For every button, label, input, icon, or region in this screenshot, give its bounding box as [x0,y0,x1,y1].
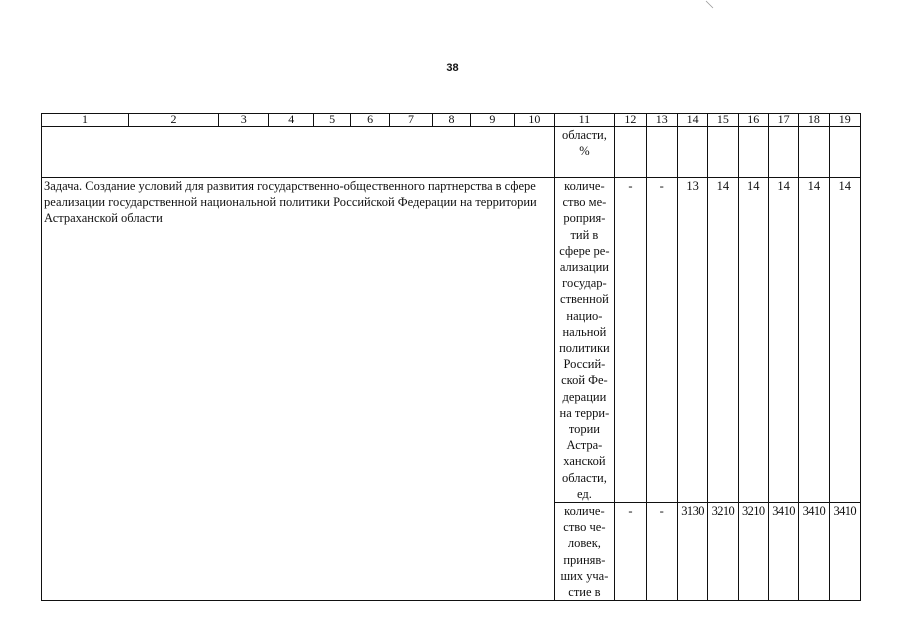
value-cell: 3210 [738,503,768,601]
header-cell: 8 [433,114,470,127]
value-cell [829,127,860,178]
value-cell: 14 [708,178,738,503]
indicator-line: ство ме- [562,195,607,210]
value-cell: 14 [738,178,768,503]
indicator-line: ской Фе- [561,373,608,388]
indicator-line: ство че- [563,520,606,535]
task-cell [42,127,555,178]
indicator-line: государ- [562,276,607,291]
header-cell: 18 [799,114,829,127]
indicator-line: количе- [564,179,605,193]
indicator-line: ханской [563,454,606,469]
value-cell: 14 [829,178,860,503]
indicator-line: ственной [560,292,609,307]
value-cell: 3410 [799,503,829,601]
header-cell: 2 [128,114,218,127]
value-cell: - [615,503,646,601]
indicator-line: ших уча- [560,568,609,583]
indicator-line: дерации [562,389,607,404]
header-cell: 17 [768,114,798,127]
value-cell: 3410 [768,503,798,601]
header-cell: 11 [554,114,615,127]
value-cell [768,127,798,178]
indicator-line: Астра- [566,438,603,453]
header-cell: 15 [708,114,738,127]
indicator-line: % [579,144,590,159]
indicator-line: области, [561,128,607,142]
value-cell [738,127,768,178]
indicator-line: ловек, [567,536,601,551]
header-cell: 16 [738,114,768,127]
value-cell [646,127,677,178]
header-cell: 4 [269,114,313,127]
indicator-line: нацио- [566,308,603,323]
value-cell: 13 [677,178,707,503]
value-cell [708,127,738,178]
header-cell: 9 [470,114,514,127]
indicator-cell [554,503,615,601]
header-cell: 19 [829,114,860,127]
indicator-line: нальной [562,324,607,339]
indicator-line: области, [561,470,607,485]
header-cell: 10 [515,114,554,127]
indicator-line: на терри- [559,405,610,420]
value-cell: 3410 [829,503,860,601]
indicator-line: количе- [564,504,605,519]
indicator-line: тории [568,422,600,437]
value-cell [615,127,646,178]
data-table [41,113,861,601]
value-cell: - [615,178,646,503]
indicator-line: Россий- [563,357,606,372]
indicator-line: тий в [570,227,599,242]
indicator-cell [554,178,615,503]
value-cell: 3210 [708,503,738,601]
header-cell: 6 [351,114,389,127]
value-cell: 14 [799,178,829,503]
indicator-line: приняв- [563,552,606,567]
indicator-line: ед. [576,486,592,501]
header-cell: 7 [389,114,432,127]
task-cell: Задача. Создание условий для развития государственно-общественного партнерства в сфере реализации государственной национальной политики Российской Федерации на территории Астраханской области [42,178,555,601]
value-cell: - [646,178,677,503]
header-cell: 14 [677,114,707,127]
header-cell: 3 [218,114,269,127]
value-cell [677,127,707,178]
value-cell [799,127,829,178]
scan-mark [705,0,715,9]
header-cell: 12 [615,114,646,127]
value-cell: 3130 [677,503,707,601]
indicator-line: сфере ре- [559,243,610,258]
header-cell: 13 [646,114,677,127]
header-cell: 5 [313,114,350,127]
table-row [42,127,861,178]
header-row [42,114,861,127]
page-number: 38 [446,62,459,74]
header-cell: 1 [42,114,129,127]
indicator-line: политики [559,341,610,356]
indicator-cell [554,127,615,178]
table-row [42,178,861,503]
indicator-line: роприя- [563,211,606,226]
value-cell: - [646,503,677,601]
value-cell: 14 [768,178,798,503]
indicator-line: стие в [568,585,601,600]
indicator-line: ализации [559,260,609,275]
